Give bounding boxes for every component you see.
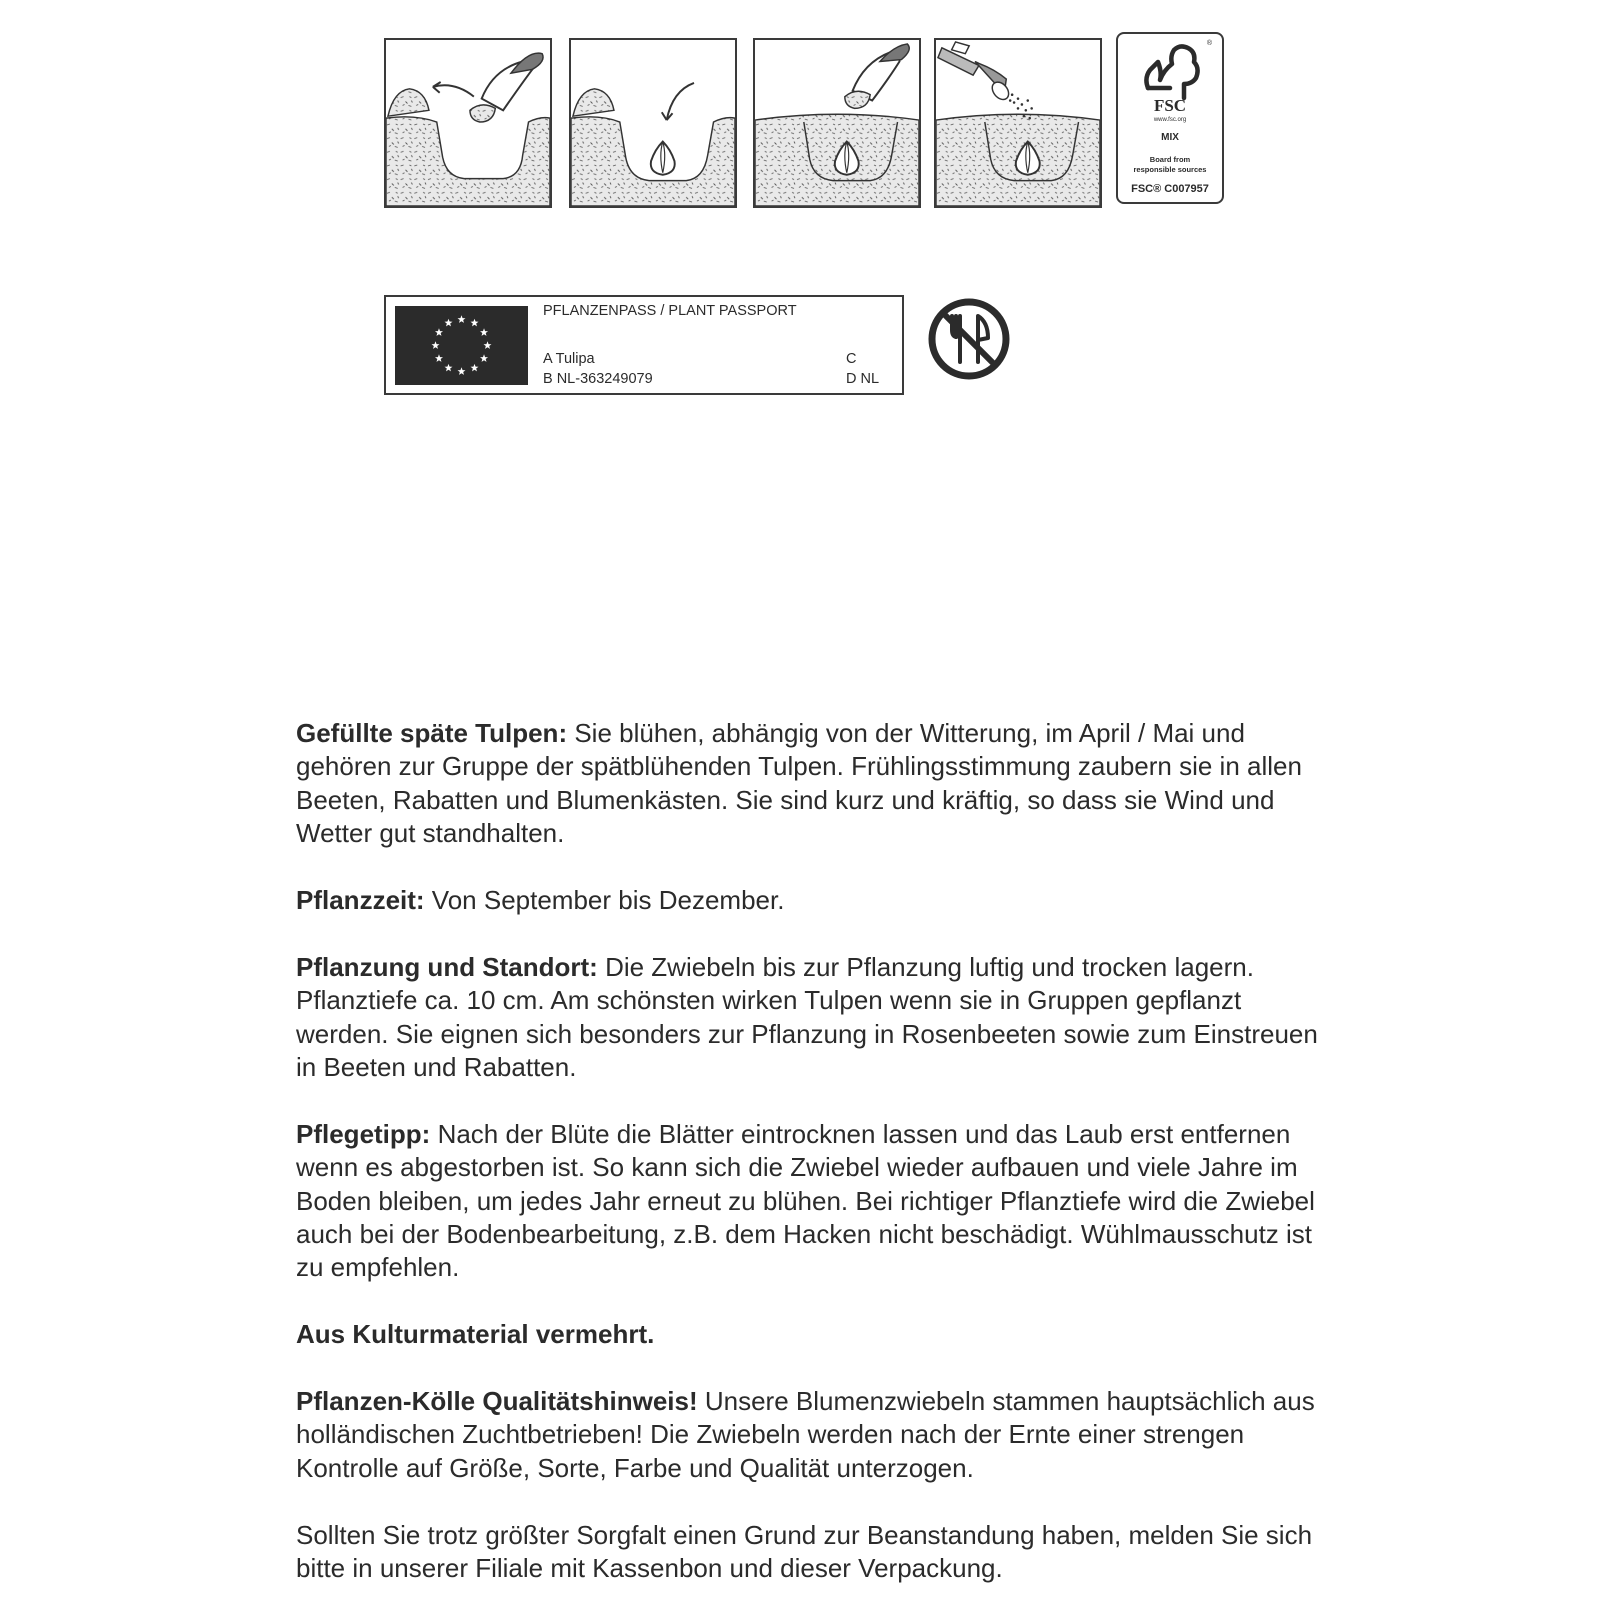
paragraph-heading: Pflanzung und Standort: (296, 951, 598, 982)
paragraph-text: Unsere Blumenzwiebeln stammen hauptsächlich aus holländischen Zuchtbetrieben! Die Zwiebeln werden nach der Ernte einer strengen Kontrolle auf Größe, Sorte, Farbe und Qualität unterzogen. (296, 1386, 1315, 1483)
eu-star-icon (458, 315, 466, 323)
fsc-mix-label: MIX (1161, 132, 1179, 143)
paragraph-text: Sie blühen, abhängig von der Witterung, im April / Mai und gehören zur Gruppe der spätblühenden Tulpen. Frühlingsstimmung zaubern sie in allen Beeten, Rabatten und Blumenkästen. Sie sind kurz und kräftig, so dass sie Wind und Wetter gut standhalten. (296, 718, 1302, 849)
plant-passport-title: PFLANZENPASS / PLANT PASSPORT (543, 303, 797, 319)
description-paragraph (296, 951, 1336, 1085)
eu-stars-icon (395, 306, 528, 385)
plant-passport-box (384, 295, 904, 395)
paragraph-heading: Pflanzzeit: (296, 885, 425, 916)
paragraph-heading: Gefüllte späte Tulpen: (296, 718, 568, 748)
eu-star-icon (458, 367, 466, 375)
paragraph-heading: Aus Kulturmaterial vermehrt. (296, 1319, 655, 1350)
fsc-claim (1124, 155, 1216, 175)
step-water-panel (934, 38, 1102, 208)
fsc-license: FSC® C007957 (1131, 183, 1209, 195)
fsc-url: www.fsc.org (1153, 117, 1187, 123)
eu-star-icon (435, 328, 443, 336)
plant-passport-field-b: B NL-363249079 (543, 371, 653, 387)
eu-star-icon (435, 354, 443, 362)
paragraph-text: Nach der Blüte die Blätter eintrocknen lassen und das Laub erst entfernen wenn es abgestorben ist. So kann sich die Zwiebel wieder aufbauen und viele Jahre im Boden bleiben, um jedes Jahr erneut zu blühen. Bei richtiger Pflanztiefe wird die Zwiebel auch bei der Bodenbearbeitung, z.B. dem Hacken nicht beschädigt. Wühlmausschutz ist zu empfehlen. (296, 1118, 1315, 1283)
eu-star-icon (445, 319, 453, 327)
step-cover-soil-panel (753, 38, 921, 208)
eu-star-icon (471, 364, 479, 372)
plant-passport-field-a: A Tulipa (543, 351, 595, 367)
description-paragraph (296, 884, 1336, 917)
eu-star-icon (480, 328, 488, 336)
fsc-claim-line2: responsible sources (1133, 165, 1207, 174)
description-paragraph (296, 717, 1336, 851)
paragraph-text: Sollten Sie trotz größter Sorgfalt einen Grund zur Beanstandung haben, melden Sie sich bitte in unserer Filiale mit Kassenbon und dieser Verpackung. (296, 1519, 1313, 1584)
eu-star-icon (480, 354, 488, 362)
description-paragraph (296, 1118, 1336, 1285)
dig-hole-icon (386, 40, 550, 206)
eu-star-icon (471, 319, 479, 327)
plant-passport-field-d: D NL (846, 371, 880, 387)
fsc-claim-line1: Board from (1149, 155, 1191, 164)
paragraph-text: Von September bis Dezember. (424, 885, 785, 916)
description-paragraph (296, 1385, 1336, 1485)
fsc-name: FSC (1153, 96, 1187, 115)
step-dig-hole-panel (384, 38, 552, 208)
cover-soil-icon (755, 40, 919, 206)
paragraph-heading: Pflanzen-Kölle Qualitätshinweis! (296, 1386, 698, 1417)
water-icon (936, 40, 1100, 206)
product-description (296, 717, 1336, 1619)
eu-star-icon (432, 341, 440, 349)
description-paragraph (296, 1519, 1336, 1586)
fsc-logo (1116, 32, 1224, 204)
fsc-registered-mark: ® (1206, 40, 1212, 47)
paragraph-text: Die Zwiebeln bis zur Pflanzung luftig und trocken lagern. Pflanztiefe ca. 10 cm. Am schönsten wirken Tulpen wenn sie in Gruppen gepflanzt werden. Sie eignen sich besonders zur Pflanzung in Rosenbeeten sowie zum Einstreuen in Beeten und Rabatten. (296, 951, 1318, 1083)
fsc-tree-icon (1140, 42, 1204, 104)
eu-star-icon (445, 364, 453, 372)
place-bulb-icon (571, 40, 735, 206)
eu-star-icon (484, 341, 492, 349)
paragraph-heading: Pflegetipp: (296, 1118, 431, 1149)
eu-flag-icon (395, 306, 528, 385)
description-paragraph (296, 1318, 1336, 1351)
not-for-consumption-icon (926, 296, 1012, 382)
step-place-bulb-panel (569, 38, 737, 208)
plant-passport-field-c: C (846, 351, 857, 367)
